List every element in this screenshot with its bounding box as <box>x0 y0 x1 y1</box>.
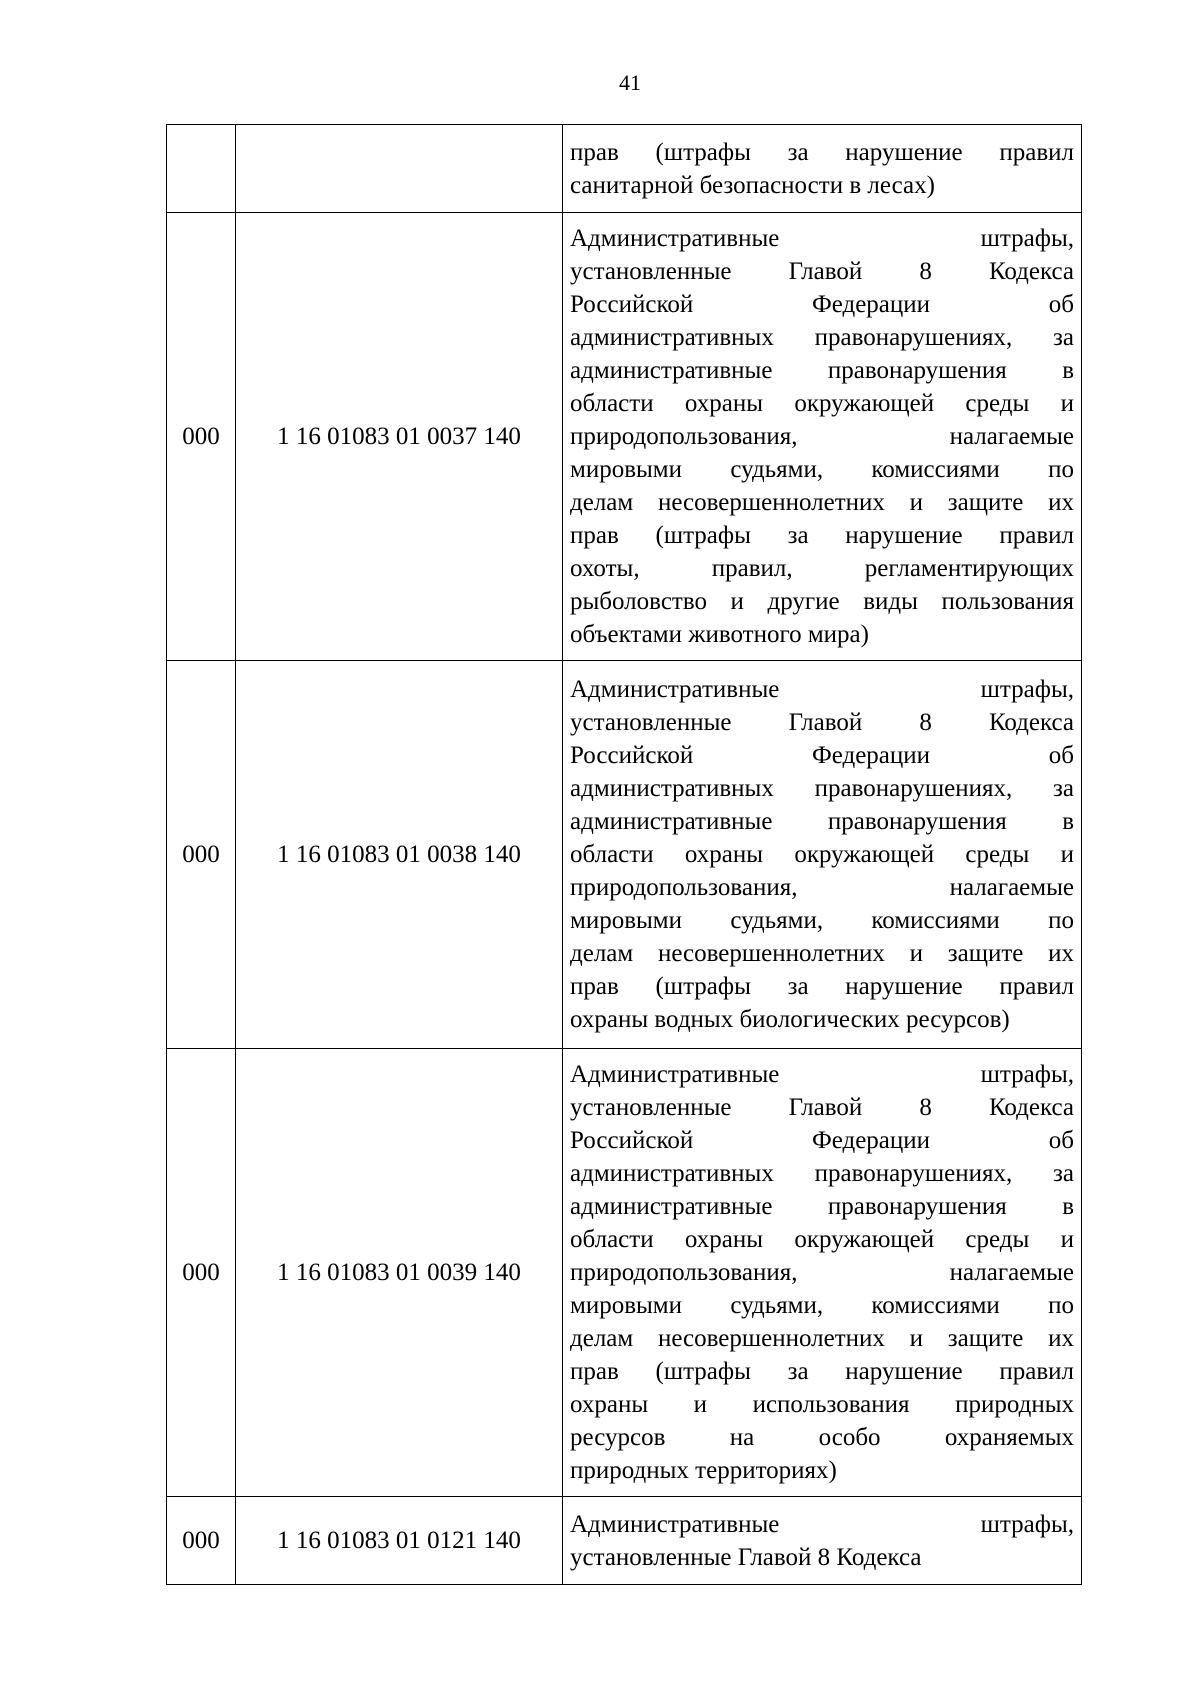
description-line: природных территориях) <box>570 1457 837 1484</box>
description-line: административные правонарушения в <box>570 1193 1074 1220</box>
description-line: объектами животного мира) <box>570 621 869 648</box>
budget-code-cell: 1 16 01083 01 0037 140 <box>236 213 563 661</box>
description-line: административных правонарушениях, за <box>570 324 1074 351</box>
admin-code-cell: 000 <box>167 1049 236 1497</box>
description-line: прав (штрафы за нарушение правил <box>570 973 1074 1000</box>
admin-code-cell: 000 <box>167 213 236 661</box>
description-line: административные правонарушения в <box>570 808 1074 835</box>
budget-classification-table <box>166 124 1082 1585</box>
description-line: Российской Федерации об <box>570 1127 1074 1154</box>
page-number: 41 <box>619 70 641 95</box>
description-line: мировыми судьями, комиссиями по <box>570 1292 1074 1319</box>
table-body <box>167 125 1082 1585</box>
description-line: мировыми судьями, комиссиями по <box>570 456 1074 483</box>
description-line: прав (штрафы за нарушение правил <box>570 522 1074 549</box>
description-line: делам несовершеннолетних и защите их <box>570 1325 1074 1352</box>
description-line: установленные Главой 8 Кодекса <box>570 258 1074 285</box>
table-row <box>167 661 1082 1049</box>
description-line: рыболовство и другие виды пользования <box>570 588 1074 615</box>
description-line: Российской Федерации об <box>570 742 1074 769</box>
admin-code-cell: 000 <box>167 661 236 1049</box>
description-line: административные правонарушения в <box>570 357 1074 384</box>
description-line: Административные штрафы, <box>570 225 1074 252</box>
description-line: мировыми судьями, комиссиями по <box>570 907 1074 934</box>
description-line: установленные Главой 8 Кодекса <box>570 1543 922 1571</box>
table-row <box>167 1049 1082 1497</box>
budget-code-cell <box>236 125 563 213</box>
description-line: установленные Главой 8 Кодекса <box>570 709 1074 736</box>
description-line: природопользования, налагаемые <box>570 1259 1074 1286</box>
budget-code-cell: 1 16 01083 01 0039 140 <box>236 1049 563 1497</box>
description-cell <box>563 1049 1082 1497</box>
description-cell <box>563 213 1082 661</box>
description-line: области охраны окружающей среды и <box>570 841 1074 868</box>
table-row <box>167 213 1082 661</box>
table-row <box>167 1497 1082 1585</box>
budget-code-cell: 1 16 01083 01 0038 140 <box>236 661 563 1049</box>
description-line: охоты, правил, регламентирующих <box>570 555 1074 582</box>
description-line: области охраны окружающей среды и <box>570 390 1074 417</box>
description-line: делам несовершеннолетних и защите их <box>570 489 1074 516</box>
description-cell <box>563 661 1082 1049</box>
description-line: области охраны окружающей среды и <box>570 1226 1074 1253</box>
description-line: природопользования, налагаемые <box>570 874 1074 901</box>
description-line: санитарной безопасности в лесах) <box>570 171 935 199</box>
description-line: Российской Федерации об <box>570 291 1074 318</box>
description-line: Административные штрафы, <box>570 1061 1074 1088</box>
budget-code-cell: 1 16 01083 01 0121 140 <box>236 1497 563 1585</box>
description-line: Административные штрафы, <box>570 1510 1074 1538</box>
description-line: охраны водных биологических ресурсов) <box>570 1006 1010 1033</box>
description-line: природопользования, налагаемые <box>570 423 1074 450</box>
description-line: административных правонарушениях, за <box>570 775 1074 802</box>
admin-code-cell <box>167 125 236 213</box>
description-line: прав (штрафы за нарушение правил <box>570 138 1074 166</box>
description-cell <box>563 1497 1082 1585</box>
description-line: делам несовершеннолетних и защите их <box>570 940 1074 967</box>
description-cell <box>563 125 1082 213</box>
description-line: установленные Главой 8 Кодекса <box>570 1094 1074 1121</box>
description-line: охраны и использования природных <box>570 1391 1074 1418</box>
description-line: административных правонарушениях, за <box>570 1160 1074 1187</box>
table-row <box>167 125 1082 213</box>
description-line: Административные штрафы, <box>570 676 1074 703</box>
description-line: ресурсов на особо охраняемых <box>570 1424 1074 1451</box>
description-line: прав (штрафы за нарушение правил <box>570 1358 1074 1385</box>
admin-code-cell: 000 <box>167 1497 236 1585</box>
